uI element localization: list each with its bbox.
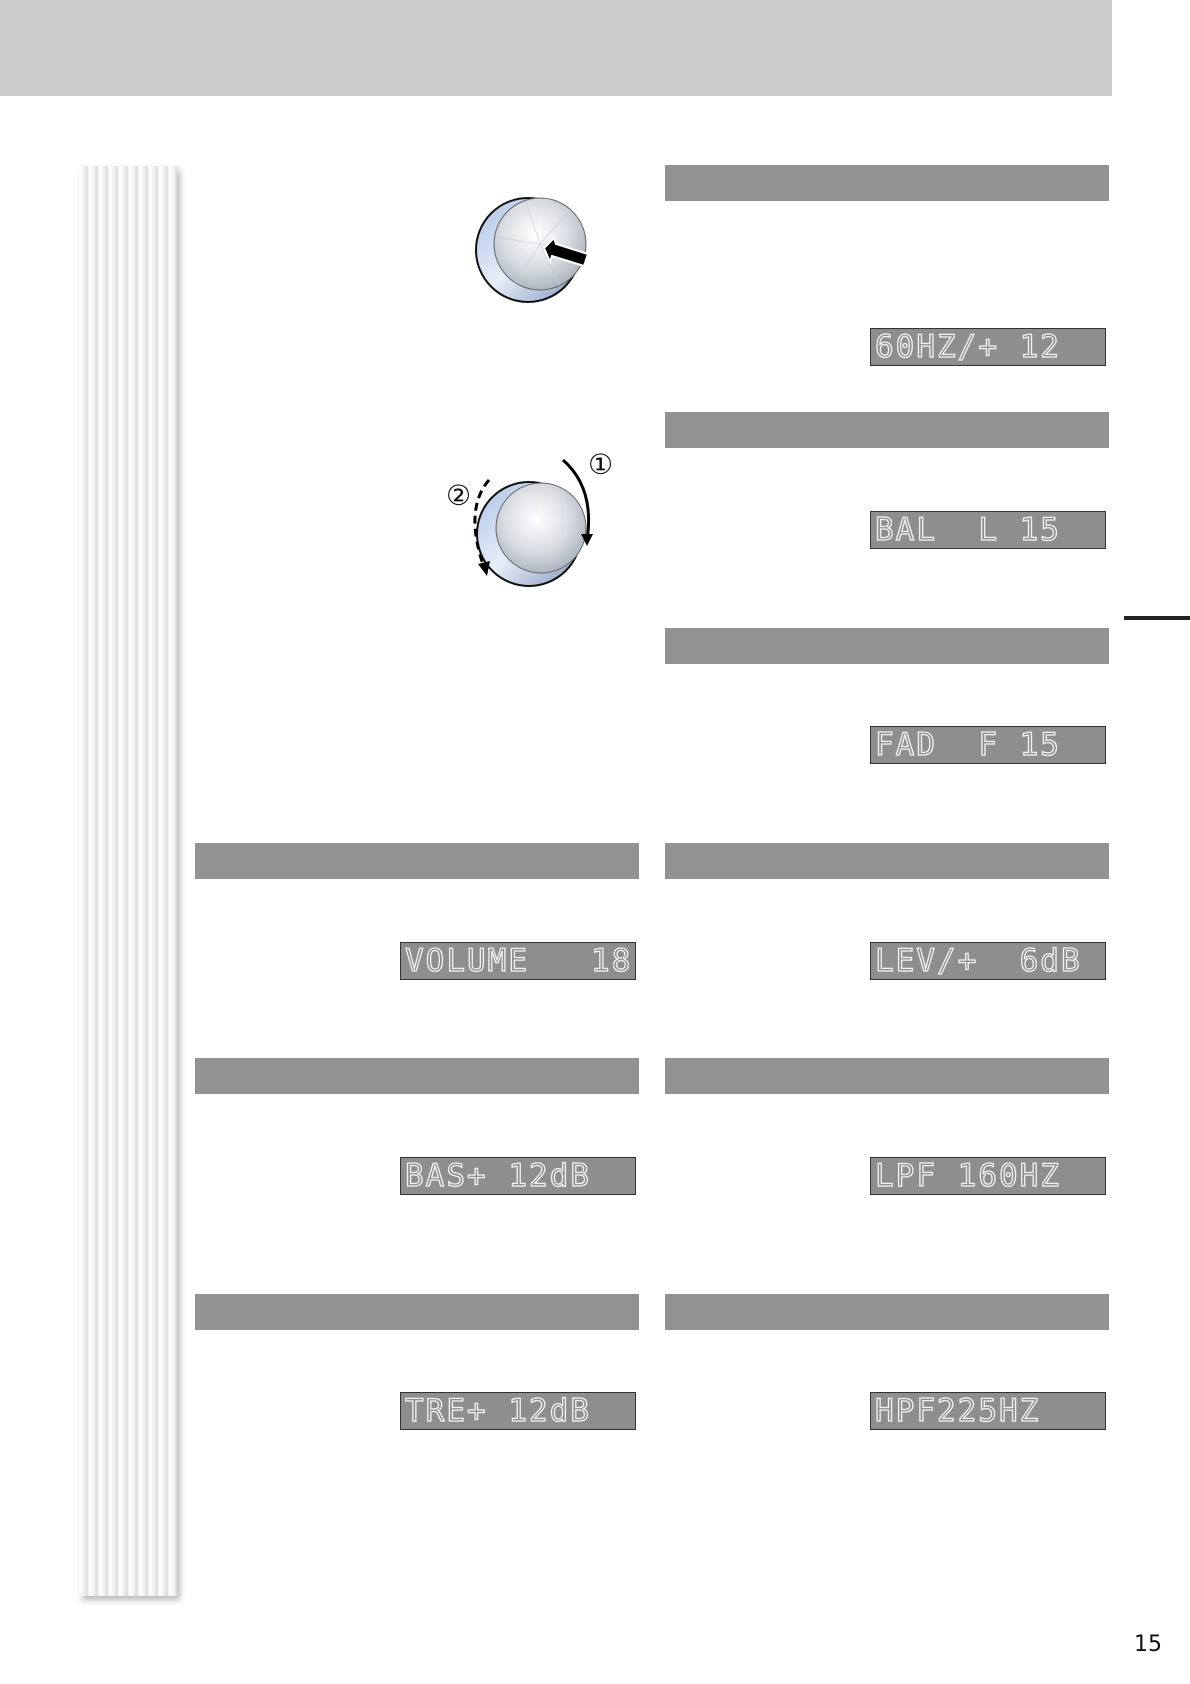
display-bass [400, 1157, 636, 1195]
display-bass-text: BAS+ 12dB [405, 1157, 591, 1194]
display-lpf [870, 1157, 1106, 1195]
section-tab-marker [1124, 616, 1190, 620]
display-fader [870, 726, 1106, 764]
header-band [0, 0, 1112, 96]
section-bar-loudness [665, 843, 1109, 879]
step-2-callout: ② [446, 479, 472, 512]
display-sub-boost-text: 60HZ/+ 12 [875, 328, 1061, 365]
section-bar-bass [195, 1058, 639, 1094]
page-number: 15 [1134, 1632, 1162, 1657]
step-1-callout: ① [588, 448, 614, 481]
display-hpf [870, 1392, 1106, 1430]
knob-press-illustration [470, 188, 600, 308]
display-hpf-text: HPF225HZ [875, 1392, 1041, 1429]
section-bar-lpf [665, 1058, 1109, 1094]
display-volume-text: VOLUME 18 [405, 942, 633, 979]
display-sub-boost [870, 328, 1106, 366]
section-bar-hpf [665, 1294, 1109, 1330]
section-bar-volume [195, 843, 639, 879]
section-bar-fader [665, 628, 1109, 664]
display-loudness-text: LEV/+ 6dB [875, 942, 1082, 979]
section-bar-balance [665, 412, 1109, 448]
display-balance-text: BAL L 15 [875, 511, 1061, 548]
display-loudness [870, 942, 1106, 980]
decorative-ribbed-column [79, 166, 177, 1596]
display-balance [870, 511, 1106, 549]
display-treble [400, 1392, 636, 1430]
display-fader-text: FAD F 15 [875, 726, 1061, 763]
section-bar-sub-boost [665, 165, 1109, 201]
section-bar-treble [195, 1294, 639, 1330]
display-volume [400, 942, 636, 980]
display-lpf-text: LPF 160HZ [875, 1157, 1061, 1194]
display-treble-text: TRE+ 12dB [405, 1392, 591, 1429]
